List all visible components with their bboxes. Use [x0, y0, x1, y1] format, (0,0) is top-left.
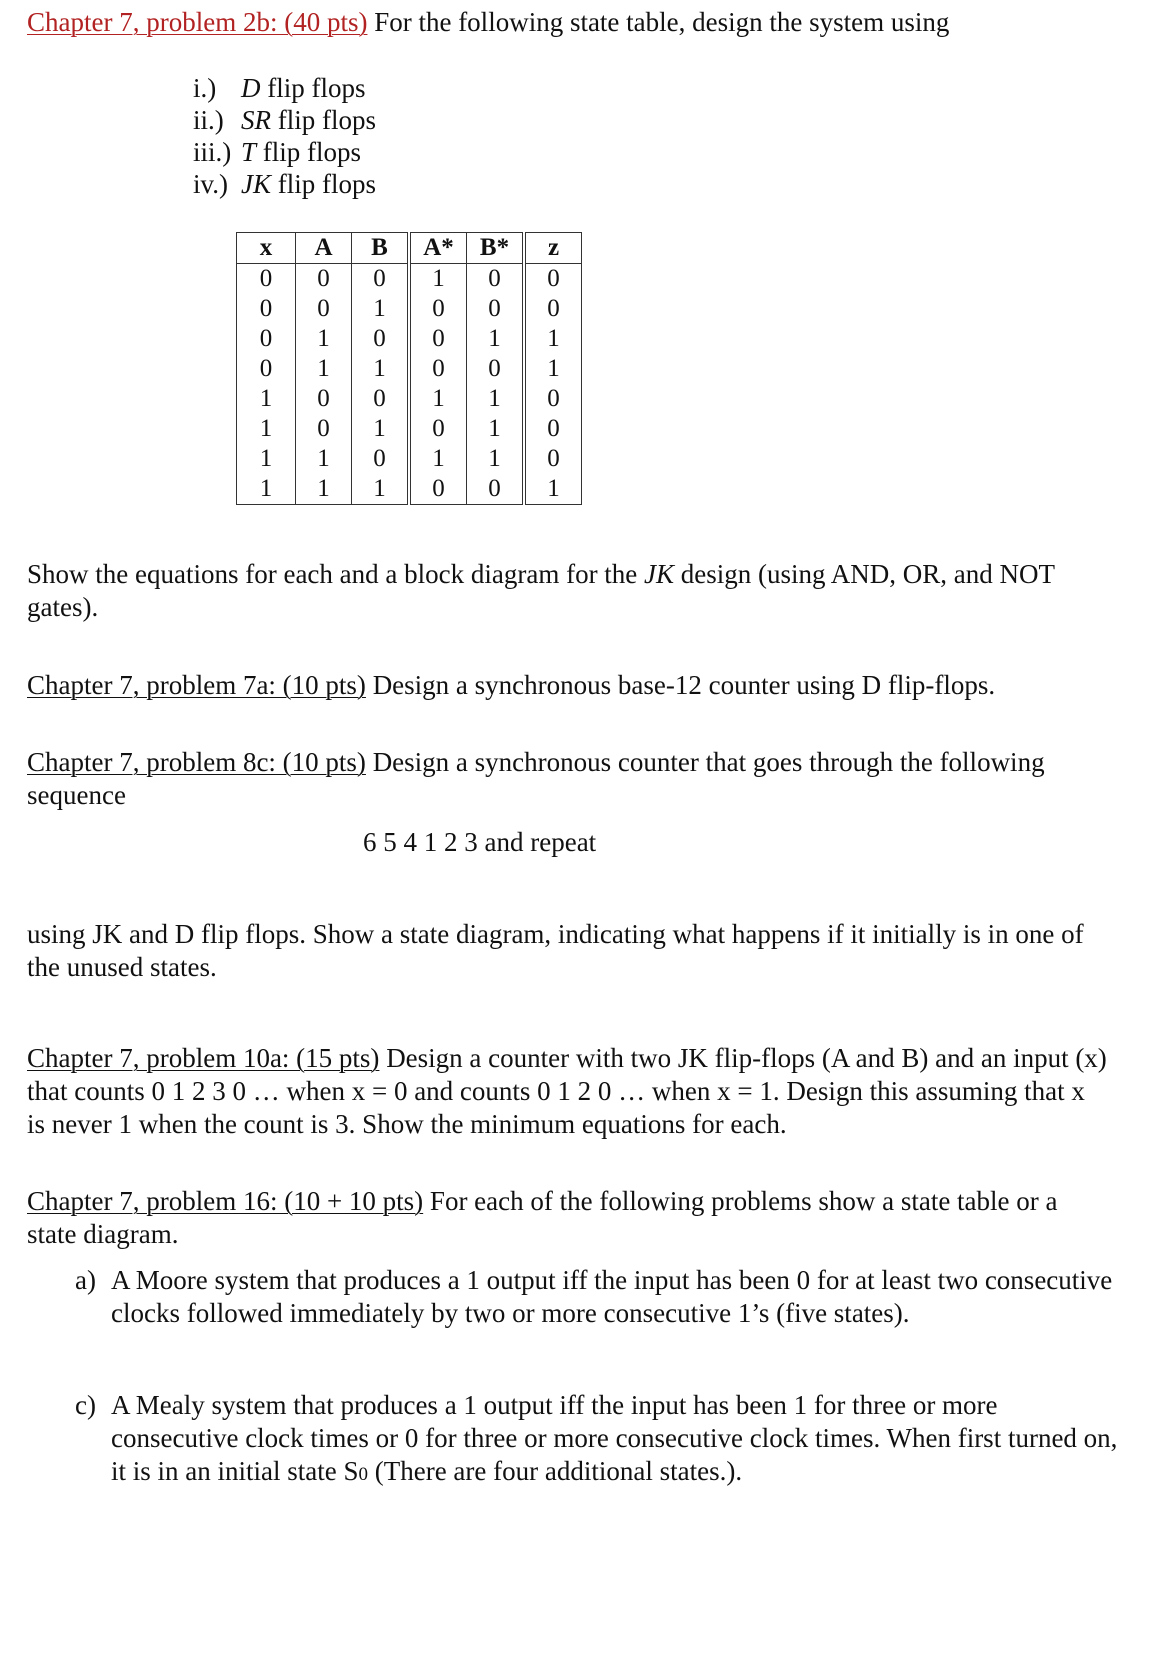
list-item-ff-type: D [241, 73, 261, 103]
problem-8c-text: Design a synchronous counter that goes through the following sequence [27, 747, 1045, 810]
table-cell: 1 [467, 324, 525, 354]
table-cell: 0 [237, 264, 296, 295]
table-cell: 0 [524, 444, 582, 474]
table-cell: 1 [296, 354, 352, 384]
problem-2b-heading: Chapter 7, problem 2b: (40 pts) [27, 7, 368, 37]
table-header-cell: B* [467, 233, 525, 264]
list-item-ff-type: JK [241, 169, 271, 199]
table-cell: 1 [409, 384, 467, 414]
table-cell: 0 [467, 264, 525, 295]
list-item-number: ii.) [193, 105, 224, 135]
state-table [236, 232, 582, 505]
table-cell: 1 [296, 474, 352, 505]
table-cell: 1 [237, 384, 296, 414]
table-cell: 1 [524, 324, 582, 354]
problem-8c-sequence: 6 5 4 1 2 3 and repeat [363, 827, 597, 857]
problem-7a [27, 669, 1147, 702]
table-cell: 1 [524, 354, 582, 384]
problem-10a-text: Design a counter with two JK flip-flops (A and B) and an input (x) that counts 0 1 2 3 0 … when x = 0 and counts 0 1 2 0 … when x = 1. Design this assuming that x is never 1 when the count is 3. Show the minimum equations for each. [27, 1043, 1107, 1139]
table-row [237, 324, 582, 354]
problem-16-heading: Chapter 7, problem 16: (10 + 10 pts) [27, 1186, 424, 1216]
table-cell: 1 [352, 474, 410, 505]
list-item-number: iv.) [193, 169, 228, 199]
problem-8c [27, 746, 1097, 812]
problem-16-part-a [75, 1264, 1113, 1328]
table-cell: 1 [296, 444, 352, 474]
table-header-cell: B [352, 233, 410, 264]
part-a-label: a) [75, 1265, 96, 1295]
table-cell: 0 [237, 324, 296, 354]
table-cell: 0 [352, 264, 410, 295]
list-item [193, 168, 376, 200]
list-item-text: flip flops [256, 137, 362, 167]
problem-10a-heading: Chapter 7, problem 10a: (15 pts) [27, 1043, 380, 1073]
table-cell: 1 [237, 444, 296, 474]
problem-16 [27, 1185, 1107, 1251]
instructions-jk: JK [644, 559, 675, 589]
problem-7a-text: Design a synchronous base-12 counter using D flip-flops. [365, 670, 996, 700]
table-row [237, 474, 582, 505]
table-cell: 1 [237, 474, 296, 505]
list-item-number: i.) [193, 73, 217, 103]
table-cell: 0 [296, 414, 352, 444]
problem-16-part-c [75, 1389, 1118, 1486]
problem-16-text: For each of the following problems show a state table or a state diagram. [27, 1186, 1058, 1249]
part-c-text [111, 1389, 1131, 1491]
table-cell: 0 [296, 294, 352, 324]
table-row [237, 414, 582, 444]
problem-7a-heading: Chapter 7, problem 7a: (10 pts) [27, 670, 366, 700]
table-cell: 1 [524, 474, 582, 505]
problem-2b-text: For the following state table, design the system using [367, 7, 950, 37]
table-cell: 0 [352, 384, 410, 414]
table-cell: 0 [409, 324, 467, 354]
table-cell: 0 [352, 444, 410, 474]
table-cell: 0 [237, 354, 296, 384]
table-row [237, 264, 582, 295]
part-a-text: A Moore system that produces a 1 output iff the input has been 0 for at least two consecutive clocks followed immediately by two or more consecutive 1’s (five states). [111, 1265, 1113, 1328]
table-cell: 0 [237, 294, 296, 324]
table-cell: 1 [467, 384, 525, 414]
problem-2b-instructions [27, 558, 1107, 624]
part-c-text-end: (There are four additional states.). [367, 1456, 743, 1486]
table-cell: 1 [237, 414, 296, 444]
list-item-ff-type: T [241, 137, 257, 167]
table-header-cell: A [296, 233, 352, 264]
table-cell: 0 [296, 264, 352, 295]
table-cell: 0 [467, 474, 525, 505]
part-c-text-main: A Mealy system that produces a 1 output iff the input has been 1 for three or more consecutive clock times or 0 for three or more consecutive clock times. When first turned on, it is in an initial state S [111, 1390, 1118, 1486]
table-cell: 0 [296, 384, 352, 414]
table-cell: 1 [296, 324, 352, 354]
list-item-ff-type: SR [241, 105, 271, 135]
table-cell: 0 [524, 264, 582, 295]
list-item [193, 136, 376, 168]
table-cell: 0 [524, 294, 582, 324]
table-cell: 0 [467, 294, 525, 324]
table-cell: 0 [409, 474, 467, 505]
table-row [237, 294, 582, 324]
table-row [237, 354, 582, 384]
table-cell: 1 [352, 294, 410, 324]
table-header-cell: x [237, 233, 296, 264]
list-item [193, 72, 376, 104]
table-cell: 1 [467, 414, 525, 444]
table-cell: 0 [409, 354, 467, 384]
table-header-cell: A* [409, 233, 467, 264]
table-cell: 0 [524, 384, 582, 414]
table-row [237, 384, 582, 414]
table-cell: 1 [409, 264, 467, 295]
list-item-text: flip flops [271, 169, 376, 199]
table-cell: 0 [409, 294, 467, 324]
table-cell: 1 [409, 444, 467, 474]
list-item-number: iii.) [193, 137, 232, 167]
instructions-text: Show the equations for each and a block diagram for the [27, 559, 645, 589]
table-cell: 0 [409, 414, 467, 444]
flip-flop-list [193, 72, 376, 200]
table-header-row [237, 233, 582, 264]
problem-8c-heading: Chapter 7, problem 8c: (10 pts) [27, 747, 366, 777]
part-c-subscript: 0 [358, 1464, 368, 1485]
table-cell: 1 [352, 354, 410, 384]
problem-2b-intro [27, 6, 1147, 39]
table-cell: 1 [352, 414, 410, 444]
part-c-label: c) [75, 1390, 96, 1420]
instructions-text-end: design (using AND, OR, and NOT gates). [27, 559, 1055, 622]
table-cell: 0 [524, 414, 582, 444]
table-cell: 0 [352, 324, 410, 354]
problem-10a [27, 1042, 1107, 1141]
list-item [193, 104, 376, 136]
list-item-text: flip flops [260, 73, 366, 103]
problem-8c-followup: using JK and D flip flops. Show a state diagram, indicating what happens if it initially is in one of the unused states. [27, 919, 1084, 982]
table-header-cell: z [524, 233, 582, 264]
table-cell: 0 [467, 354, 525, 384]
table-row [237, 444, 582, 474]
table-cell: 1 [467, 444, 525, 474]
list-item-text: flip flops [271, 105, 376, 135]
